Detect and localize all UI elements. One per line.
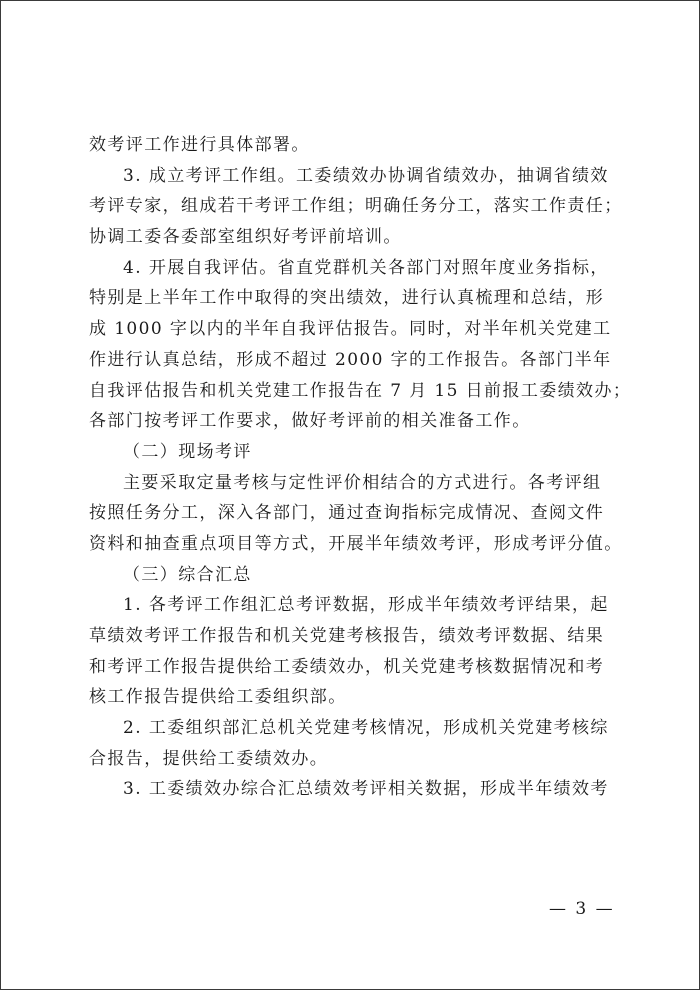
text-line: 自我评估报告和机关党建工作报告在 7 月 15 日前报工委绩效办； (89, 380, 632, 401)
text-line: 和考评工作报告提供给工委绩效办，机关党建考核数据情况和考 (89, 656, 605, 677)
text-line: 成 1000 字以内的半年自我评估报告。同时，对半年机关党建工 (89, 319, 612, 340)
text-line: 按照任务分工，深入各部门，通过查询指标完成情况、查阅文件 (89, 503, 605, 524)
text-line: 2. 工委组织部汇总机关党建考核情况，形成机关党建考核综 (123, 718, 609, 739)
text-line: 1. 各考评工作组汇总考评数据，形成半年绩效考评结果，起 (123, 595, 609, 616)
page-number: — 3 — (549, 899, 615, 919)
text-line: 4. 开展自我评估。省直党群机关各部门对照年度业务指标， (123, 257, 609, 278)
section-heading: （三）综合汇总 (123, 564, 252, 585)
text-line: 资料和抽查重点项目等方式，开展半年绩效考评，形成考评分值。 (89, 533, 623, 554)
text-line: 效考评工作进行具体部署。 (89, 135, 310, 155)
text-line: 考评专家，组成若干考评工作组；明确任务分工，落实工作责任； (89, 196, 623, 217)
text-line: 3. 工委绩效办综合汇总绩效考评相关数据，形成半年绩效考 (123, 779, 609, 800)
text-line: 3. 成立考评工作组。工委绩效办协调省绩效办，抽调省绩效 (123, 165, 609, 186)
document-body (89, 130, 632, 805)
text-line: 核工作报告提供给工委组织部。 (89, 687, 347, 708)
text-line: 协调工委各委部室组织好考评前培训。 (89, 227, 402, 248)
text-line: 特别是上半年工作中取得的突出绩效，进行认真梳理和总结，形 (89, 288, 605, 309)
text-line: 主要采取定量考核与定性评价相结合的方式进行。各考评组 (123, 472, 602, 493)
section-heading: （二）现场考评 (123, 441, 252, 462)
text-line: 各部门按考评工作要求，做好考评前的相关准备工作。 (89, 411, 531, 432)
text-line: 草绩效考评工作报告和机关党建考核报告，绩效考评数据、结果 (89, 626, 605, 646)
text-line: 合报告，提供给工委绩效办。 (89, 748, 329, 769)
text-line: 作进行认真总结，形成不超过 2000 字的工作报告。各部门半年 (89, 349, 612, 370)
